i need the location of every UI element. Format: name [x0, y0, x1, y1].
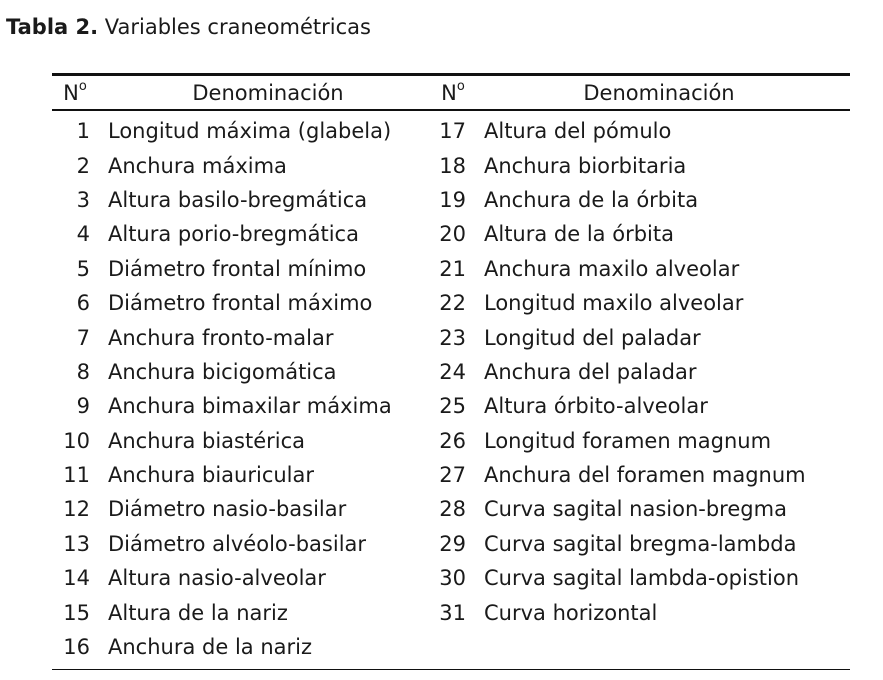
header-number-right-sup: o: [456, 79, 465, 94]
table-row: [52, 424, 850, 458]
row-number-left: 7: [76, 325, 90, 350]
row-number-right: 25: [439, 394, 466, 419]
row-denominacion-right: Curva sagital lambda-opistion: [484, 566, 799, 591]
row-denominacion-right: Anchura maxilo alveolar: [484, 256, 740, 281]
row-number-left: 4: [76, 222, 90, 247]
row-denominacion-left: Longitud máxima (glabela): [108, 119, 392, 144]
row-number-left: 14: [63, 566, 90, 591]
row-denominacion-left: Diámetro frontal mínimo: [108, 256, 367, 281]
row-denominacion-right: Anchura del paladar: [484, 359, 697, 384]
table-row: [52, 252, 850, 286]
row-denominacion-right: Anchura biorbitaria: [484, 153, 687, 178]
row-denominacion-left: Altura nasio-alveolar: [108, 566, 326, 591]
row-number-right: 19: [439, 187, 466, 212]
header-number-left-text: N: [63, 80, 79, 105]
row-denominacion-left: Altura basilo-bregmática: [108, 187, 368, 212]
row-denominacion-left: Anchura fronto-malar: [108, 325, 334, 350]
row-denominacion-right: Longitud del paladar: [484, 325, 701, 350]
row-number-left: 15: [63, 600, 90, 625]
row-number-left: 9: [76, 394, 90, 419]
row-denominacion-right: Longitud maxilo alveolar: [484, 291, 744, 316]
table-bottom-rule: [52, 669, 850, 670]
row-denominacion-left: Anchura bimaxilar máxima: [108, 394, 392, 419]
row-number-right: 17: [439, 119, 466, 144]
row-number-right: 26: [439, 428, 466, 453]
row-denominacion-right: Anchura de la órbita: [484, 187, 699, 212]
row-number-left: 13: [63, 531, 90, 556]
row-number-left: 1: [76, 119, 90, 144]
table-row: [52, 148, 850, 182]
row-denominacion-right: Curva horizontal: [484, 600, 658, 625]
table-body: [52, 111, 850, 669]
row-number-right: 27: [439, 463, 466, 488]
header-number-right: [438, 76, 468, 109]
table-row: [52, 355, 850, 389]
row-number-right: 31: [439, 600, 466, 625]
table-header-row: [52, 76, 850, 109]
row-number-left: 2: [76, 153, 90, 178]
table-row: [52, 527, 850, 561]
row-number-left: 16: [63, 635, 90, 660]
row-number-right: 18: [439, 153, 466, 178]
table-row: [52, 492, 850, 526]
table-row: [52, 114, 850, 148]
row-number-right: 23: [439, 325, 466, 350]
row-denominacion-right: Anchura del foramen magnum: [484, 463, 806, 488]
table-row: [52, 389, 850, 423]
row-number-right: 22: [439, 291, 466, 316]
row-number-right: 28: [439, 497, 466, 522]
table-row: [52, 630, 850, 664]
table-row: [52, 320, 850, 354]
table-row: [52, 217, 850, 251]
row-number-right: [438, 630, 466, 664]
row-number-left: 5: [76, 256, 90, 281]
row-number-left: 11: [63, 463, 90, 488]
row-number-right: 30: [439, 566, 466, 591]
row-number-left: 8: [76, 359, 90, 384]
row-denominacion-left: Anchura de la nariz: [108, 635, 312, 660]
row-denominacion-left: Altura porio-bregmática: [108, 222, 359, 247]
header-denominacion-right: Denominación: [583, 80, 735, 105]
row-denominacion-left: Anchura bicigomática: [108, 359, 337, 384]
row-number-left: 3: [76, 187, 90, 212]
table-caption: [6, 13, 371, 41]
header-number-left: [52, 76, 98, 109]
header-denominacion-left: Denominación: [192, 80, 344, 105]
table-row: [52, 286, 850, 320]
table-row: [52, 595, 850, 629]
row-number-left: 10: [63, 428, 90, 453]
row-denominacion-left: Diámetro frontal máximo: [108, 291, 373, 316]
row-number-right: 20: [439, 222, 466, 247]
row-denominacion-left: Altura de la nariz: [108, 600, 288, 625]
variables-table: [52, 73, 850, 670]
row-number-left: 6: [76, 291, 90, 316]
table-row: [52, 458, 850, 492]
row-number-right: 29: [439, 531, 466, 556]
row-denominacion-right: Curva sagital bregma-lambda: [484, 531, 797, 556]
header-number-left-sup: o: [78, 79, 87, 94]
table-row: [52, 183, 850, 217]
caption-label: Tabla 2.: [6, 15, 99, 39]
row-denominacion-right: Altura de la órbita: [484, 222, 674, 247]
table-row: [52, 561, 850, 595]
row-denominacion-right: Curva sagital nasion-bregma: [484, 497, 787, 522]
row-denominacion-left: Anchura biauricular: [108, 463, 315, 488]
row-number-right: 24: [439, 359, 466, 384]
row-denominacion-left: Diámetro nasio-basilar: [108, 497, 347, 522]
row-denominacion-left: Anchura máxima: [108, 153, 287, 178]
row-denominacion-right: Altura del pómulo: [484, 119, 672, 144]
row-denominacion-left: Diámetro alvéolo-basilar: [108, 531, 367, 556]
row-number-right: 21: [439, 256, 466, 281]
row-denominacion-right: Altura órbito-alveolar: [484, 394, 708, 419]
row-denominacion-right: Longitud foramen magnum: [484, 428, 772, 453]
caption-text: Variables craneométricas: [104, 15, 371, 39]
row-denominacion-left: Anchura biastérica: [108, 428, 306, 453]
row-number-left: 12: [63, 497, 90, 522]
header-number-right-text: N: [441, 80, 457, 105]
